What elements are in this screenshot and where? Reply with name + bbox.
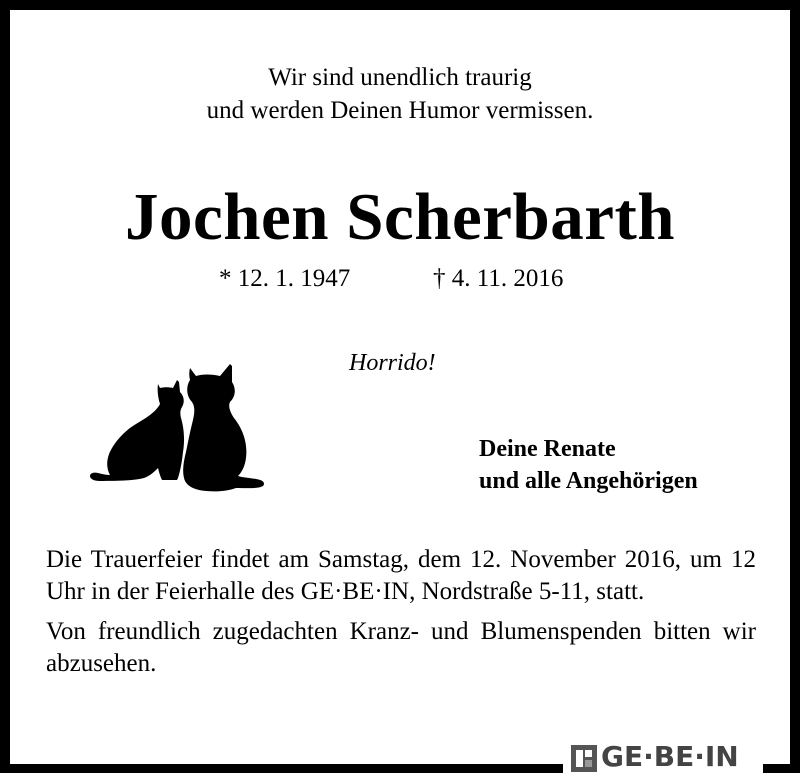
funeral-info — [46, 544, 756, 680]
signers — [479, 433, 698, 497]
gebein-logo-icon — [571, 745, 597, 772]
two-cats-silhouette-icon — [88, 360, 266, 494]
deceased-name: Jochen Scherbarth — [124, 180, 676, 254]
signer-line-2: und alle Angehörigen — [479, 468, 698, 494]
signer-line-1: Deine Renate — [479, 436, 616, 462]
small-cat-icon — [90, 380, 184, 481]
motto: Horrido! — [349, 350, 436, 376]
large-cat-icon — [183, 364, 264, 491]
gebein-logo-text: GE·BE·IN — [601, 740, 739, 773]
funeral-paragraph-2: Von freundlich zugedachten Kranz- und Blumenspenden bitten wir abzusehen. — [46, 618, 756, 677]
funeral-paragraph-1: Die Trauerfeier findet am Samstag, dem 12. November 2016, um 12 Uhr in der Feierhalle des GE·BE·IN, Nordstraße 5-11, statt. — [46, 546, 756, 605]
intro-line-2: und werden Deinen Humor vermissen. — [206, 97, 594, 124]
intro-text — [0, 61, 800, 127]
birth-date: * 12. 1. 1947 — [219, 265, 351, 292]
death-date: † 4. 11. 2016 — [433, 265, 564, 292]
intro-line-1: Wir sind unendlich traurig — [268, 64, 532, 91]
gebein-logo — [563, 740, 763, 773]
